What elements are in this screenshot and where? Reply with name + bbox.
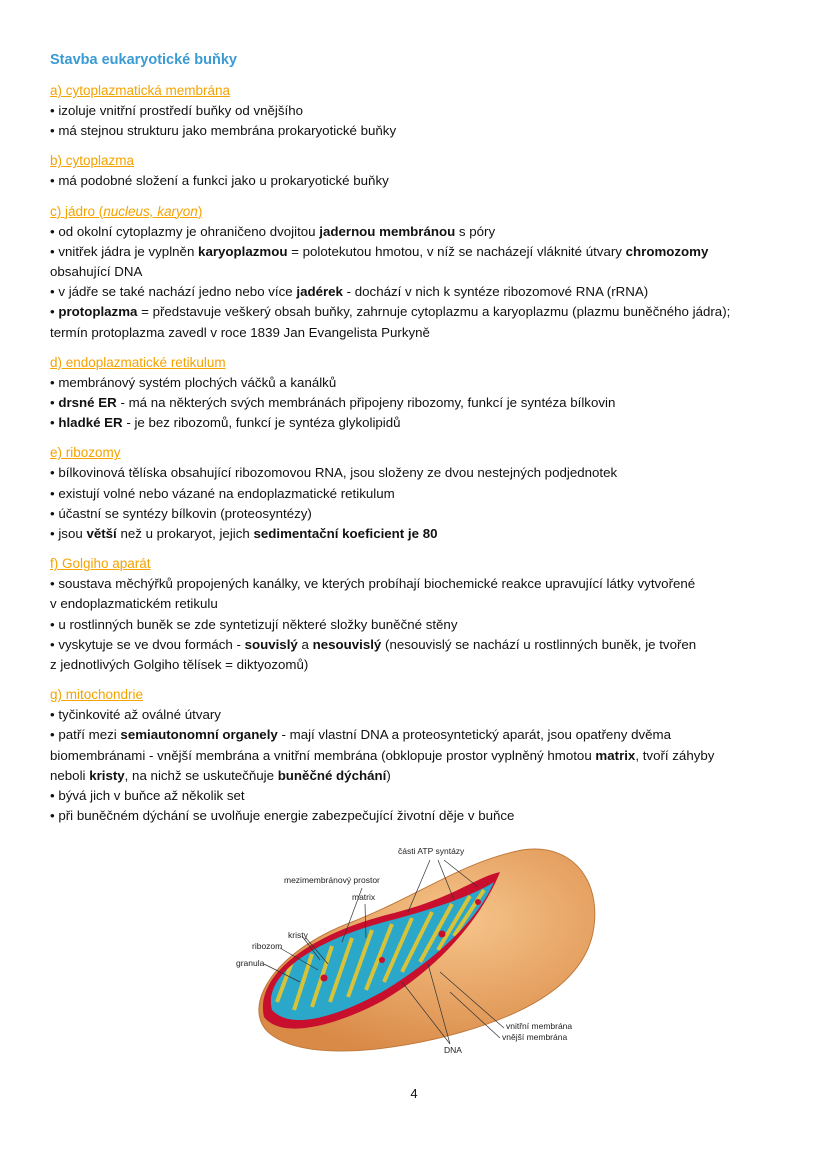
label-ribosome: ribozom xyxy=(252,941,283,951)
line-text: v endoplazmatickém retikulu xyxy=(50,596,218,612)
heading-text: ) xyxy=(197,203,203,219)
line-text: termín protoplazma zavedl v roce 1839 Jan Evangelista Purkyně xyxy=(50,324,430,340)
line-text: , tvoří záhyby xyxy=(635,747,715,763)
bullet-line xyxy=(50,282,780,302)
heading-text: nucleus, karyon xyxy=(103,203,198,219)
section-heading xyxy=(50,353,780,373)
heading-text: a) cytoplazmatická membrána xyxy=(50,83,231,98)
bold-term: karyoplazmou xyxy=(198,243,288,259)
line-text: • tyčinkovité až oválné útvary xyxy=(50,707,221,723)
bullet-line xyxy=(50,101,780,121)
line-text: • vnitřek jádra je vyplněn xyxy=(50,243,199,259)
granule-dot xyxy=(475,899,481,905)
label-intermembrane-space: mezimembránový prostor xyxy=(284,875,380,885)
line-text: • vyskytuje se ve dvou formách - xyxy=(50,636,245,652)
bullet-line xyxy=(50,222,780,242)
line-text: než u prokaryot, jejich xyxy=(116,526,254,542)
line-text: • bývá jich v buňce až několik set xyxy=(50,788,245,804)
label-cristae: kristy xyxy=(288,930,308,940)
line-text: • má podobné složení a funkci jako u prokaryotické buňky xyxy=(50,173,389,189)
bullet-line xyxy=(50,262,780,282)
line-text: biomembránami - vnější membrána a vnitřní membrána (obklopuje prostor vyplněný hmotou xyxy=(50,747,596,763)
bullet-line xyxy=(50,463,780,483)
line-text: obsahující DNA xyxy=(50,264,143,280)
bullet-line xyxy=(50,746,780,766)
line-text: s póry xyxy=(455,223,496,239)
section xyxy=(50,81,780,141)
bullet-line xyxy=(50,393,780,413)
line-text: • xyxy=(50,304,59,320)
section xyxy=(50,685,780,826)
bullet-line xyxy=(50,655,780,675)
bullet-line xyxy=(50,615,780,635)
section-heading xyxy=(50,202,780,222)
section xyxy=(50,353,780,434)
bold-term: protoplazma xyxy=(58,304,138,320)
bullet-line xyxy=(50,121,780,141)
section-heading xyxy=(50,81,780,101)
bold-term: hladké ER xyxy=(58,415,123,431)
line-text: (nesouvislý se nachází u rostlinných buněk, je tvořen xyxy=(381,636,697,652)
line-text: • bílkovinová tělíska obsahující ribozomovou RNA, jsou složeny ze dvou nestejných podjednotek xyxy=(50,465,618,481)
line-text: = představuje veškerý obsah buňky, zahrnuje cytoplazmu a karyoplazmu (plazmu buněčného jádra); xyxy=(137,304,731,320)
line-text: - je bez ribozomů, funkcí je syntéza glykolipidů xyxy=(122,415,401,431)
section-heading xyxy=(50,685,780,705)
line-text: • účastní se syntézy bílkovin (proteosyntézy) xyxy=(50,505,312,521)
line-text: z jednotlivých Golgiho tělísek = diktyozomů) xyxy=(50,657,309,673)
bullet-line xyxy=(50,786,780,806)
bold-term: sedimentační koeficient je 80 xyxy=(253,526,438,542)
label-dna: DNA xyxy=(444,1045,462,1055)
line-text: • izoluje vnitřní prostředí buňky od vnějšího xyxy=(50,103,303,118)
mitochondria-figure xyxy=(232,842,604,1062)
granule-dot xyxy=(379,957,385,963)
line-text: • existují volné nebo vázané na endoplazmatické retikulum xyxy=(50,485,395,501)
bold-term: jadernou membránou xyxy=(319,223,456,239)
label-inner-membrane: vnitřní membrána xyxy=(506,1021,573,1031)
sections xyxy=(50,81,780,826)
line-text: • v jádře se také nachází jedno nebo více xyxy=(50,284,297,300)
line-text: - má na některých svých membránách připojeny ribozomy, funkcí je syntéza bílkovin xyxy=(116,395,616,411)
line-text: • patří mezi xyxy=(50,727,121,743)
line-text: , na nichž se uskutečňuje xyxy=(124,767,278,783)
section xyxy=(50,443,780,544)
bullet-line xyxy=(50,504,780,524)
bold-term: chromozomy xyxy=(625,243,709,259)
section xyxy=(50,554,780,675)
bullet-line xyxy=(50,484,780,504)
line-text: • soustava měchýřků propojených kanálky, ve kterých probíhají biochemické reakce upravující látky vytvořené xyxy=(50,576,696,592)
line-text: = polotekutou hmotou, v níž se nacházejí vláknité útvary xyxy=(287,243,626,259)
bullet-line xyxy=(50,806,780,826)
bold-term: matrix xyxy=(595,747,636,763)
bullet-line xyxy=(50,323,780,343)
bullet-line xyxy=(50,524,780,544)
section-heading xyxy=(50,554,780,574)
bullet-line xyxy=(50,594,780,614)
bold-term: kristy xyxy=(89,767,125,783)
label-matrix: matrix xyxy=(352,892,376,902)
section xyxy=(50,202,780,343)
line-text: • má stejnou strukturu jako membrána prokaryotické buňky xyxy=(50,123,397,139)
page-number: 4 xyxy=(410,1086,418,1101)
section-heading xyxy=(50,443,780,463)
line-text: • u rostlinných buněk se zde syntetizují některé složky buněčné stěny xyxy=(50,616,458,632)
line-text: • membránový systém plochých váčků a kanálků xyxy=(50,374,337,390)
bullet-line xyxy=(50,574,780,594)
line-text: • jsou xyxy=(50,526,87,542)
bullet-line xyxy=(50,725,780,745)
bullet-line xyxy=(50,242,780,262)
bold-term: buněčné dýchání xyxy=(277,767,387,783)
heading-text: b) cytoplazma xyxy=(50,153,135,169)
section xyxy=(50,151,780,191)
heading-text: c) jádro ( xyxy=(50,203,104,219)
bullet-line xyxy=(50,302,780,322)
line-text: - mají vlastní DNA a proteosyntetický aparát, jsou opatřeny dvěma xyxy=(277,727,671,743)
bold-term: větší xyxy=(86,526,117,542)
heading-text: d) endoplazmatické retikulum xyxy=(50,354,226,370)
bold-term: semiautonomní organely xyxy=(120,727,278,743)
bold-term: nesouvislý xyxy=(312,636,382,652)
bold-term: jadérek xyxy=(296,284,343,300)
section-heading xyxy=(50,151,780,171)
heading-text: f) Golgiho aparát xyxy=(50,556,151,572)
bullet-line xyxy=(50,413,780,433)
line-text: ) xyxy=(386,767,391,783)
line-text: neboli xyxy=(50,767,90,783)
heading-text: e) ribozomy xyxy=(50,445,121,461)
label-granules: granula xyxy=(236,958,265,968)
bullet-line xyxy=(50,635,780,655)
granule-dot xyxy=(321,975,328,982)
page-content xyxy=(50,52,780,836)
label-atp-synthase: části ATP syntázy xyxy=(398,846,465,856)
bold-term: souvislý xyxy=(244,636,298,652)
line-text: • od okolní cytoplazmy je ohraničeno dvojitou xyxy=(50,223,320,239)
bullet-line xyxy=(50,766,780,786)
line-text: • při buněčném dýchání se uvolňuje energie zabezpečující životní děje v buňce xyxy=(50,808,515,824)
bullet-line xyxy=(50,705,780,725)
granule-dot xyxy=(439,931,446,938)
line-text: a xyxy=(297,636,313,652)
bold-term: drsné ER xyxy=(58,395,117,411)
bullet-line xyxy=(50,373,780,393)
label-outer-membrane: vnější membrána xyxy=(502,1032,568,1042)
bullet-line xyxy=(50,171,780,191)
line-text: • xyxy=(50,395,59,411)
page-title: Stavba eukaryotické buňky xyxy=(50,52,237,68)
line-text: - dochází v nich k syntéze ribozomové RNA (rRNA) xyxy=(342,284,649,300)
heading-text: g) mitochondrie xyxy=(50,687,144,703)
line-text: • xyxy=(50,415,59,431)
